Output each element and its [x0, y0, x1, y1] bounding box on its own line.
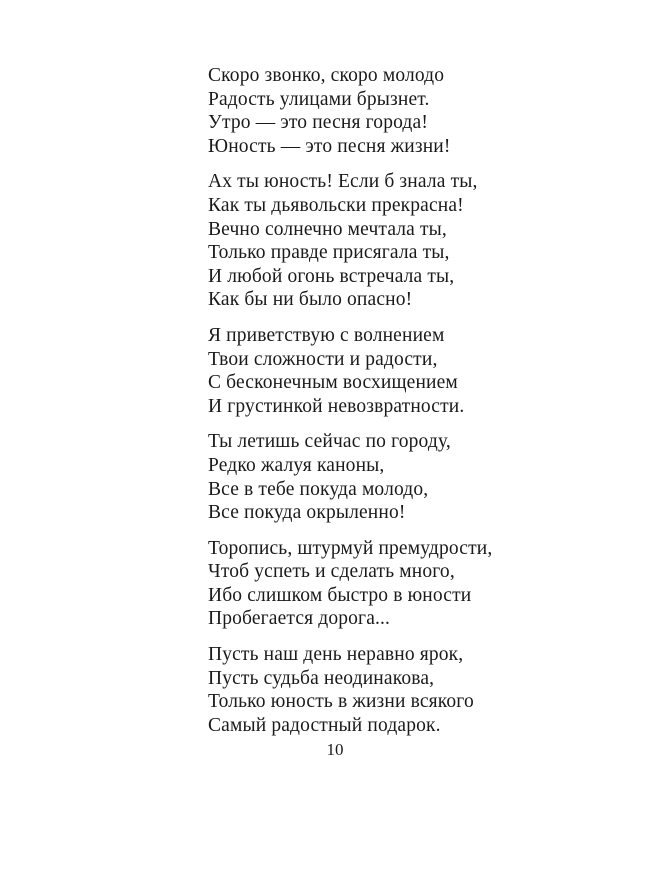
poem-line: Вечно солнечно мечтала ты, — [208, 218, 447, 240]
poem-line: Ах ты юность! Если б знала ты, — [208, 171, 478, 193]
poem-line: Радость улицами брызнет. — [208, 88, 430, 110]
poem-line: С бесконечным восхищением — [208, 372, 458, 394]
poem-line: Только правде присягала ты, — [208, 242, 450, 264]
poem-line: И любой огонь встречала ты, — [208, 265, 455, 287]
poem-line: Утро — это песня города! — [208, 112, 428, 134]
poem-line: Пробегается дорога... — [208, 608, 391, 630]
poem-line: Торопись, штурмуй премудрости, — [208, 537, 493, 559]
poem-line: Пусть судьба неодинакова, — [208, 667, 435, 689]
poem-line: Юность — это песня жизни! — [208, 135, 451, 157]
poem-line: Твои сложности и радости, — [208, 348, 438, 370]
poem-line: Я приветствую с волнением — [208, 324, 445, 346]
poem-line: Только юность в жизни всякого — [208, 691, 474, 713]
poem-line: Самый радостный подарок. — [208, 714, 441, 736]
poem-line: Все в тебе покуда молодо, — [208, 478, 429, 500]
stanza-4 — [208, 430, 492, 524]
poem-line: Все покуда окрыленно! — [208, 502, 406, 524]
stanza-2 — [208, 170, 492, 312]
stanza-1 — [208, 64, 492, 158]
stanza-6 — [208, 643, 492, 737]
poem-line: Ты летишь сейчас по городу, — [208, 431, 451, 453]
poem — [208, 64, 492, 749]
poem-line: Как бы ни было опасно! — [208, 289, 413, 311]
poem-line: Пусть наш день неравно ярок, — [208, 644, 464, 666]
poem-line: И грустинкой невозвратности. — [208, 395, 465, 417]
poem-line: Редко жалуя каноны, — [208, 454, 385, 476]
stanza-5 — [208, 537, 492, 631]
page-number: 10 — [326, 740, 344, 759]
poem-line: Ибо слишком быстро в юности — [208, 584, 472, 606]
poem-line: Как ты дьявольски прекрасна! — [208, 194, 464, 216]
poem-line: Чтоб успеть и сделать много, — [208, 561, 455, 583]
poem-line: Скоро звонко, скоро молодо — [208, 65, 445, 86]
stanza-3 — [208, 324, 492, 418]
